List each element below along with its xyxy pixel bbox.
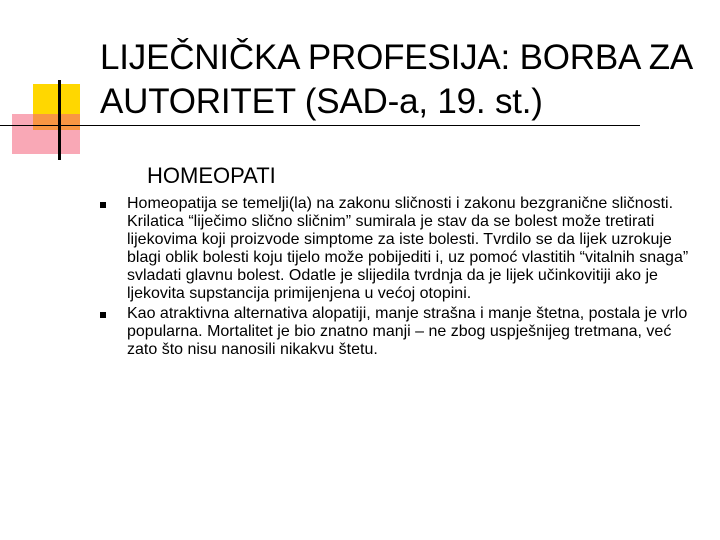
slide-title: LIJEČNIČKA PROFESIJA: BORBA ZA AUTORITET (SAD-a, 19. st.) xyxy=(100,38,692,121)
decorative-horizontal-line xyxy=(0,125,640,126)
bullet-list xyxy=(100,195,698,361)
bullet-item xyxy=(100,195,698,303)
bullet-item xyxy=(100,305,698,359)
decorative-vertical-line xyxy=(58,80,61,160)
square-bullet-icon xyxy=(100,202,106,208)
bullet-text: Homeopatija se temelji(la) na zakonu sličnosti i zakonu bezgranične sličnosti. Krilatica “liječimo slično sličnim” sumirala je stav da se bolest može tretirati lijekovima koji proizvode simptome za iste bolesti. Tvrdilo se da lijek uzrokuje blagi oblik bolesti koju tijelo može pobijediti i, uz pomoć vlastitih “vitalnih snaga” svladati glavnu bolest. Odatle je slijedila tvrdnja da je lijek učinkovitiji ako je ljekovita supstancija primijenjena u većoj otopini. xyxy=(127,195,689,302)
square-bullet-icon xyxy=(100,312,106,318)
slide-subtitle: HOMEOPATI xyxy=(147,163,276,188)
decorative-red-rectangle xyxy=(12,114,80,154)
bullet-text: Kao atraktivna alternativa alopatiji, manje strašna i manje štetna, postala je vrlo popularna. Mortalitet je bio znatno manji – ne zbog uspješnijeg tretmana, već zato što nisu nanosili nikakvu štetu. xyxy=(127,305,688,358)
